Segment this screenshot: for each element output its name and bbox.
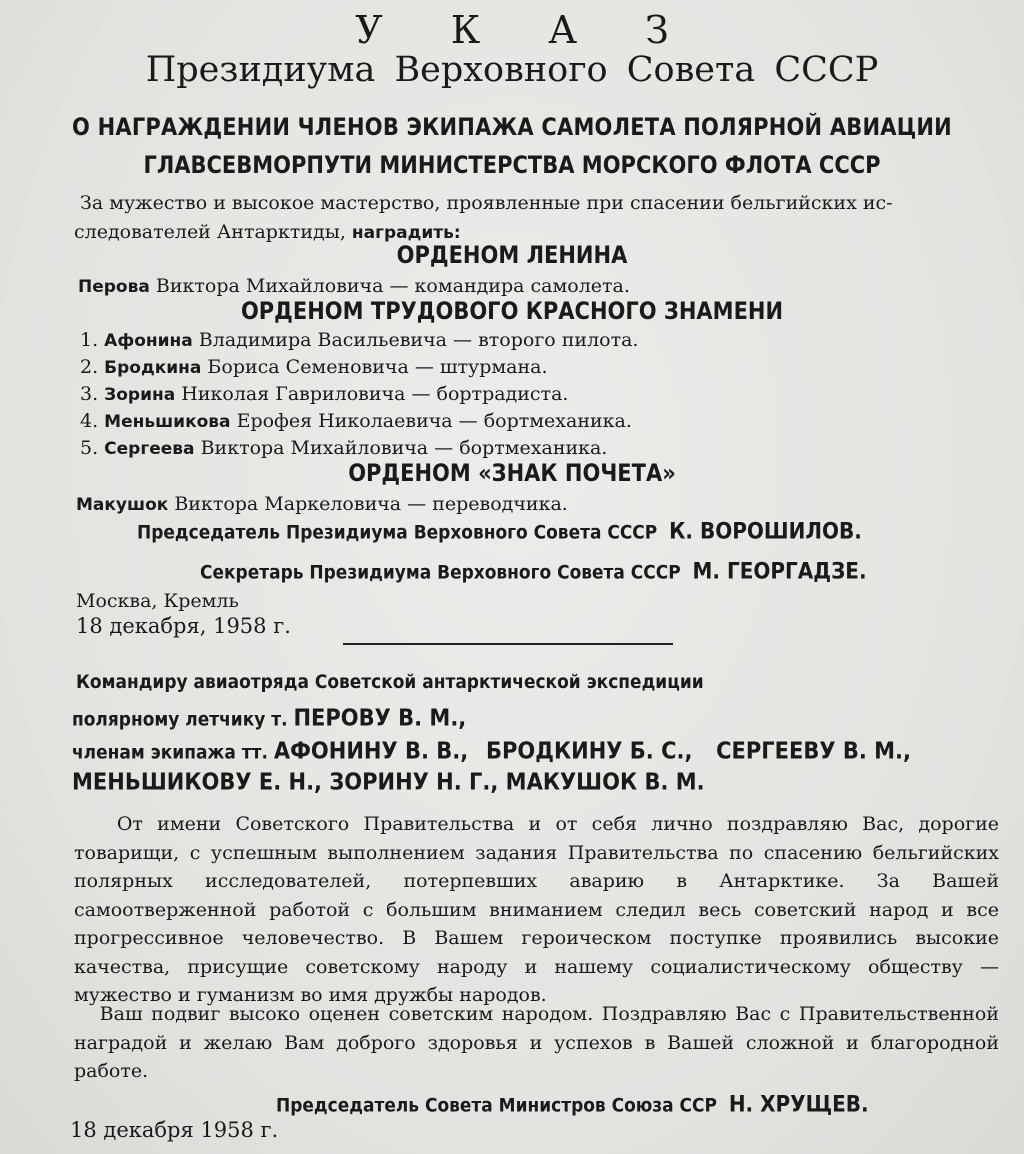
letter-date: 18 декабря 1958 г. [70, 1118, 279, 1142]
intro-line-1: За мужество и высокое мастерство, проявленные при спасении бельгийских ис- [80, 192, 893, 214]
secretary-signature: Секретарь Президиума Верховного Совета СССР М. ГЕОРГАДЗЕ. [200, 557, 867, 584]
address-line-4: МЕНЬШИКОВУ Е. Н., ЗОРИНУ Н. Г., МАКУШОК В. М. [72, 768, 705, 795]
decree-place: Москва, Кремль [76, 590, 239, 612]
intro-line-2: следователей Антарктиды, наградить: [74, 221, 461, 243]
letter-paragraph-1: От имени Советского Правительства и от себя лично поздравляю Вас, дорогие товарищи, с успешным выполнением задания Правительства по спасению бельгийских полярных исследователей, потерпевших аварию в Антарктике. За Вашей самоотверженной работой с большим вниманием следил весь советский народ и все прогрессивное человечество. В Вашем героическом поступке проявились высокие качества, присущие советскому народу и нашему социалистическому обществу — мужество и гуманизм во имя дружбы народов. [74, 813, 999, 1006]
decree-subject-line-1: О НАГРАЖДЕНИИ ЧЛЕНОВ ЭКИПАЖА САМОЛЕТА ПОЛЯРНОЙ АВИАЦИИ [72, 113, 952, 141]
recipient-line: 4. Меньшикова Ерофея Николаевича — бортмеханика. [80, 410, 632, 432]
chairman-signature: Председатель Президиума Верховного Совета СССР К. ВОРОШИЛОВ. [137, 517, 862, 544]
decree-heading: У К А З [355, 8, 697, 52]
letter-paragraph-2: Ваш подвиг высоко оценен советским народом. Поздравляю Вас с Правительственной наградой и желаю Вам доброго здоровья и успехов в Вашей сложной и благородной работе. [74, 1003, 999, 1082]
recipient-line: 5. Сергеева Виктора Михайловича — бортмеханика. [80, 437, 608, 459]
decree-issuer: Президиума Верховного Совета СССР [145, 50, 879, 90]
address-line-3: членам экипажа тт. АФОНИНУ В. В., БРОДКИНУ Б. С., СЕРГЕЕВУ В. М., [72, 737, 912, 764]
address-line-1: Командиру авиаотряда Советской антарктической экспедиции [76, 671, 704, 694]
award-verb: наградить: [351, 223, 461, 243]
recipient-line: Макушок Виктора Маркеловича — переводчика. [76, 493, 568, 515]
recipient-line: 1. Афонина Владимира Васильевича — второго пилота. [80, 329, 639, 351]
recipient-line: Перова Виктора Михайловича — командира самолета. [78, 275, 630, 297]
letter-signature: Председатель Совета Министров Союза ССР Н. ХРУЩЕВ. [276, 1090, 869, 1117]
address-line-2: полярному летчику т. ПЕРОВУ В. М., [72, 704, 467, 731]
order-badge-of-honour-title: ОРДЕНОМ «ЗНАК ПОЧЕТА» [348, 459, 676, 487]
order-red-banner-title: ОРДЕНОМ ТРУДОВОГО КРАСНОГО ЗНАМЕНИ [240, 297, 784, 325]
decree-subject-line-2: ГЛАВСЕВМОРПУТИ МИНИСТЕРСТВА МОРСКОГО ФЛОТА СССР [143, 151, 881, 179]
order-lenin-title: ОРДЕНОМ ЛЕНИНА [396, 241, 628, 269]
recipient-line: 2. Бродкина Бориса Семеновича — штурмана. [80, 356, 548, 378]
recipient-line: 3. Зорина Николая Гавриловича — бортрадиста. [80, 383, 569, 405]
section-divider [343, 643, 673, 645]
decree-date: 18 декабря, 1958 г. [76, 614, 291, 638]
